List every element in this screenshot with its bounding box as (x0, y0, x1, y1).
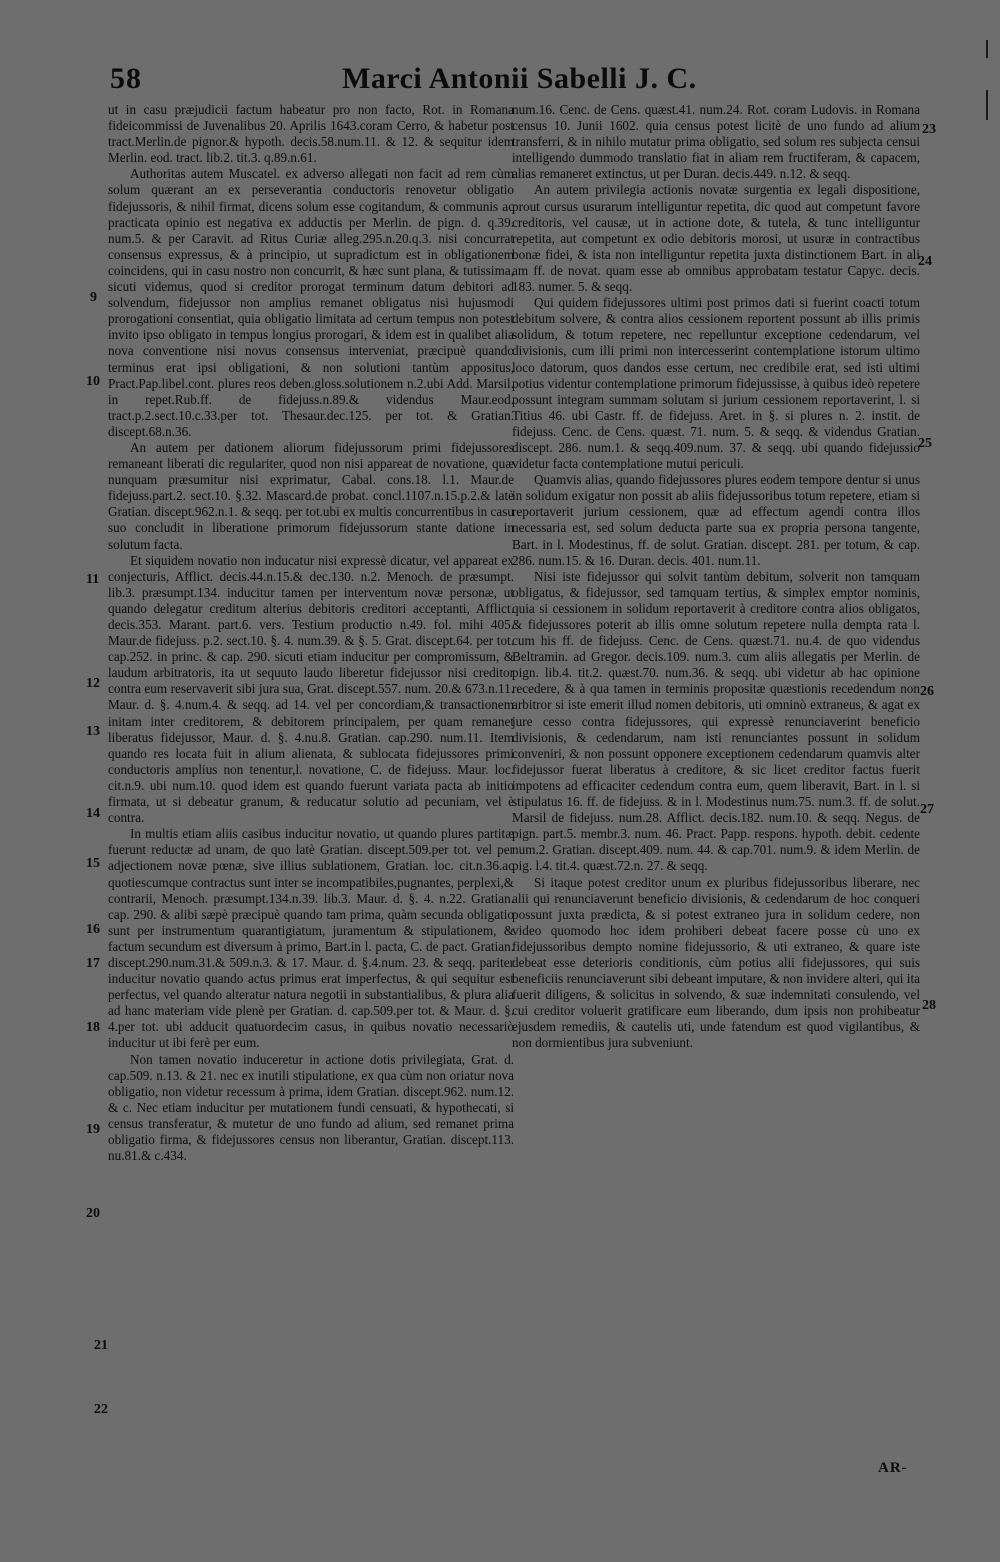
paragraph: ut in casu præjudicii factum habeatur pro non facto, Rot. in Romana fideicommissi de Juvenalibus 20. Aprilis 1643.coram Cerro, & habetur post tract.Merlin.de pignor.& hypoth. decis.58.num.11. & 12. & sequitur idem Merlin. eod. tract. lib.2. tit.3. q.89.n.61. (108, 102, 514, 166)
paragraph: Quamvis alias, quando fidejussores plures eodem tempore dentur si unus in solidum exigatur non possit ab aliis fidejussoribus totum repetere, etiam si reportaverit jurium cessionem, quæ ad effectum agendi contra illos necessaria est, sed solum deducta parte sua ex propria persona tangente, Bart. in l. Modestinus, ff. de solut. Gratian. discept. 281. per totum, & cap. 286. num.15. & 16. Duran. decis. 401. num.11. (512, 472, 920, 568)
paragraph: Non tamen novatio induceretur in actione dotis privilegiata, Grat. d. cap.509. n.13. & 21. nec ex inutili stipulatione, ex qua cùm non oriatur nova obligatio, non videtur recessum à prima, idem Gratian. discept.962. num.12. & c. Nec etiam inducitur per mutationem fundi censuati, & hypothecati, si census transferatur, & mutetur de uno fundo ad alium, sed remanet prima obligatio firma, & fidejussores census non liberantur, Gratian. discept.113. nu.81.& c.434. (108, 1051, 514, 1164)
margin-number: 25 (918, 436, 932, 451)
right-column (512, 102, 920, 1052)
margin-number: 10 (86, 374, 100, 389)
margin-number: 14 (86, 806, 100, 821)
margin-number: 17 (86, 956, 100, 971)
paragraph: Si itaque potest creditor unum ex pluribus fidejussoribus liberare, nec alii qui renunciaverunt beneficio divisionis, & cedendarum de hoc conqueri possunt juxta prædicta, & si potest extraneo jura in solidum cedere, non video quomodo hoc idem prohiberi debeat facere posse cù uno ex fidejussoribus dempto nomine fidejussorio, & uti extraneo, & quare iste debeat esse deterioris conditionis, cùm potius alii fidejussores, qui suis beneficiis renunciaverunt sibi debeant imputare, & non invidere alteri, qui ita fuerit diligens, & solicitus in solvendo, & suæ indemnitati consulendo, vel cui creditor voluerit gratificare eum liberando, dum ipsis non prohibeatur ejusdem remediis, & cautelis uti, unde fatendum est quod vigilantibus, & non dormientibus jura subveniunt. (512, 874, 920, 1051)
margin-number: 22 (94, 1402, 108, 1417)
margin-number: 9 (90, 290, 97, 305)
margin-number: 19 (86, 1122, 100, 1137)
paragraph: Nisi iste fidejussor qui solvit tantùm debitum, solverit non tamquam obligatus, & fidejussor, sed tamquam tertius, & simplex emptor nominis, quia si cessionem in solidum reportaverit à creditore contra alios obligatos, & fidejussores poterit ab illis omne solutum repetere nulla dempta rata l. cum his ff. de fidejuss. Cenc. de Cens. quæst.71. nu.4. de quo videndus Beltramin. ad Gregor. decis.109. num.3. cum aliis allegatis per Merlin. de pign. lib.4. tit.2. quæst.70. num.36. & seqq. ubi videtur ab hac opinione recedere, & à qua tamen in terminis propositæ quæstionis recedendum non arbitror si iste emerit illud nomen debitoris, uti omninò extraneus, & agat ex jure cesso contra fidejussores, qui expressè renunciaverint beneficio divisionis, & cedendarum, nam isti renunciantes possunt in solidum conveniri, & non possunt opponere exceptionem cedendarum quamvis alter fidejussor fuerat liberatus à creditore, & sic licet creditor factus fuerit impotens ad efficaciter cedendum contra eum, quem liberavit, Bart. in l. si stipulatus 16. ff. de fidejuss. & in l. Modestinus num.75. num.3. ff. de solut. Marsil de fidejuss. num.28. Afflict. decis.182. num.10. & seqq. Negus. de pign. part.5. membr.3. num. 46. Pract. Papp. respons. hypoth. debit. cedente num.2. Gratian. discept.409. num. 44. & cap.701. num.9. & idem Merlin. de pig. l.4. tit.4. quæst.72.n. 27. & seqq. (512, 568, 920, 874)
paragraph: An autem per dationem aliorum fidejussorum primi fidejussores remaneant liberati dic regulariter, quod non nisi appareat de novatione, quæ nunquam præsumitur nisi exprimatur, Cabal. cons.18. l.1. Maur.de fidejuss.part.2. sect.10. §.32. Mascard.de probat. concl.1107.n.15.p.2.& latè Gratian. discept.962.n.1. & seqq. per tot.ubi ex multis concurrentibus in casu suo concludit in liberatione primorum fidejussorum stante datione in solutum facta. (108, 439, 514, 552)
edge-mark (986, 90, 988, 120)
margin-number: 27 (920, 802, 934, 817)
margin-number: 12 (86, 676, 100, 691)
margin-number: 20 (86, 1206, 100, 1221)
margin-number: 16 (86, 922, 100, 937)
margin-number: 18 (86, 1020, 100, 1035)
page-number: 58 (110, 62, 142, 95)
margin-number: 28 (922, 998, 936, 1013)
margin-number: 11 (86, 572, 100, 587)
margin-number: 23 (922, 122, 936, 137)
margin-number: 21 (94, 1338, 108, 1353)
margin-number: 13 (86, 724, 100, 739)
page-header (110, 62, 810, 102)
paragraph: Authoritas autem Muscatel. ex adverso allegati non facit ad rem cùm solum quærant an ex perseverantia conductoris renovetur obligatio fidejussoris, & nihil firmat, dicens solum esse cogitandum, & communis ac practicata opinio est negativa ex adductis per Merlin. de pign. d. q.39. num.5. & per Caravit. ad Ritus Curiæ alleg.295.n.20.q.3. nisi concurrat consensus expressus, & à principio, ut supradictum est in obligationem coincidens, qui in casu nostro non concurrit, & hæc sunt plana, & tutissima, sicuti videmus, quod si creditor prorogat terminum datum debitori ad solvendum, fidejussor non amplius remanet obligatus nisi hujusmodi prorogationi consentiat, quia obligatio limitata ad certum tempus non potest invito ipso obligato in tempus longius prorogari, & idem est in qualibet alia nova conventione nisi novus consensus interveniat, præcipuè quando terminus erat ipsi obligationi, & non solutioni tantùm appositus, Pract.Pap.libel.cont. plures reos deben.gloss.solutionem n.2.ubi Add. Marsil. in repet.Rub.ff. de fidejuss.n.89.& videndus Maur.eod. tract.p.2.sect.10.c.33.per tot. Thesaur.dec.125. per tot. & Gratian. discept.68.n.36. (108, 166, 514, 439)
margin-number: 24 (918, 254, 932, 269)
paragraph: An autem privilegia actionis novatæ surgentia ex legali dispositione, prout cursus usurarum intelliguntur repetita, dic quod aut competunt favore creditoris, vel causæ, ut in actione dote, & tutela, & tunc intelliguntur repetita, aut competunt ex odio debitoris morosi, ut usuræ in contractibus bonæ fidei, & ista non intelliguntur repetita juxta distinctionem Bart. in ali am ff. de novat. quam esse ab omnibus approbatam testatur Capyc. decis. 183. numer. 5. & seqq. (512, 182, 920, 295)
paragraph: Et siquidem novatio non inducatur nisi expressè dicatur, vel appareat ex conjecturis, Afflict. decis.44.n.15.& dec.130. n.2. Menoch. de præsumpt. lib.3. præsumpt.134. inducitur tamen per interventum novæ personæ, ut quando delegatur creditum alterius debitoris creditori acceptanti, Afflict. decis.353. Marant. part.6. vers. Testium productio n.49. fol. mihi 405. Maur.de fidejuss. p.2. sect.10. §. 4. num.39. & §. 5. Grat. discept.64. per tot. cap.252. in princ. & cap. 290. sicuti etiam inducitur per compromissum, & laudum arbitratoris, ita ut sequuto laudo liberetur fidejussor nisi creditor contra eum reservaverit sibi jura sua, Grat. discept.557. num. 20.& 673.n.11. Maur. d. §. 4.num.4. & seqq. ad 14. vel per concordiam,& transactionem initam inter creditorem, & debitorem principalem, per quam remanet liberatus fidejussor, Maur. d. §. 4.nu.8. Gratian. cap.290. num.11. Item quando res locata fuit in alium alienata, & sublocata fidejussores primi conductoris amplius non tenentur,l. novatione, C. de fidejuss. Maur. loc. cit.n.9. ubi num.10. quod idem est quando fuerunt variata pacta ab initio firmata, ut si debeatur granum, & reducatur solutio ad pecuniam, vel è contra. (108, 552, 514, 826)
edge-mark (986, 40, 988, 58)
paragraph: Qui quidem fidejussores ultimi post primos dati si fuerint coacti totum debitum solvere, & contra alios cessionem reportent possunt ab illis primis solidum, & totum repetere, nec repelluntur exceptione cedendarum, vel divisionis, cum illi primi non intercesserint contemplatione istorum ultimo loco datorum, quos dandos esse certum, nec credibile erat, sed isti ultimi potius videntur contemplatione primorum fidejussisse, à quibus ideò repetere possunt integram summam solutam si jurium cessionem reportaverint, l. si Titius 46. ubi Castr. ff. de fidejuss. Aret. in §. si plures n. 2. instit. de fidejuss. Cenc. de Cens. quæst. 71. num. 5. & seqq. & videndus Gratian. discept. 286. num.1. & seqq.409.num. 37. & seqq. ubi quando fidejussio videtur facta contemplatione mutui periculi. (512, 295, 920, 472)
catchword: AR- (878, 1460, 908, 1476)
left-column (108, 102, 514, 1164)
paragraph: In multis etiam aliis casibus inducitur novatio, ut quando plures partitæ fuerunt reductæ ad unam, de quo latè Gratian. discept.509.per tot. vel per adjectionem novæ pœnæ, sive illius sublationem, Gratian. loc. cit.n.36.ac quotiescumque contractus sunt inter se incompatibiles,pugnantes, perplexi,& contrarii, Menoch. præsumpt.134.n.39. lib.3. Maur. d. §. 4. n.22. Gratian. cap. 290. & alibi sæpè præcipuè quando tam prima, quàm secunda obligatio sunt per instrumentum quarantigiatum, juramentum & stipulationem, & factum secundum est diversum à primo, Bart.in l. pacta, C. de pact. Gratian. discept.290.num.31.& 509.n.3. & 17. Maur. d. §.4.num. 23. & seqq. pariter inducitur novatio quando actus primus erat imperfectus, & qui sequitur est perfectus, vel quando alteratur natura negotii in substantialibus, & plura alia ad hanc materiam vide plenè per Gratian. d. cap.509.per tot. & Maur. d. §. 4.per tot. ubi adducit quatuordecim casus, in quibus novatio necessariò inducitur ut ibi ferè per eum. (108, 826, 514, 1051)
paragraph: num.16. Cenc. de Cens. quæst.41. num.24. Rot. coram Ludovis. in Romana census 10. Junii 1602. quia census potest licitè de uno fundo ad alium transferri, & in nihilo mutatur prima obligatio, sed solum res subjecta censui intelligendo dummodo translatio fiat in aliam rem fructiferam, & capacem, alias remaneret extinctus, ut per Duran. decis.449. n.12. & seqq. (512, 102, 920, 182)
margin-number: 15 (86, 856, 100, 871)
running-title: Marci Antonii Sabelli J. C. (342, 62, 697, 95)
margin-number: 26 (920, 684, 934, 699)
